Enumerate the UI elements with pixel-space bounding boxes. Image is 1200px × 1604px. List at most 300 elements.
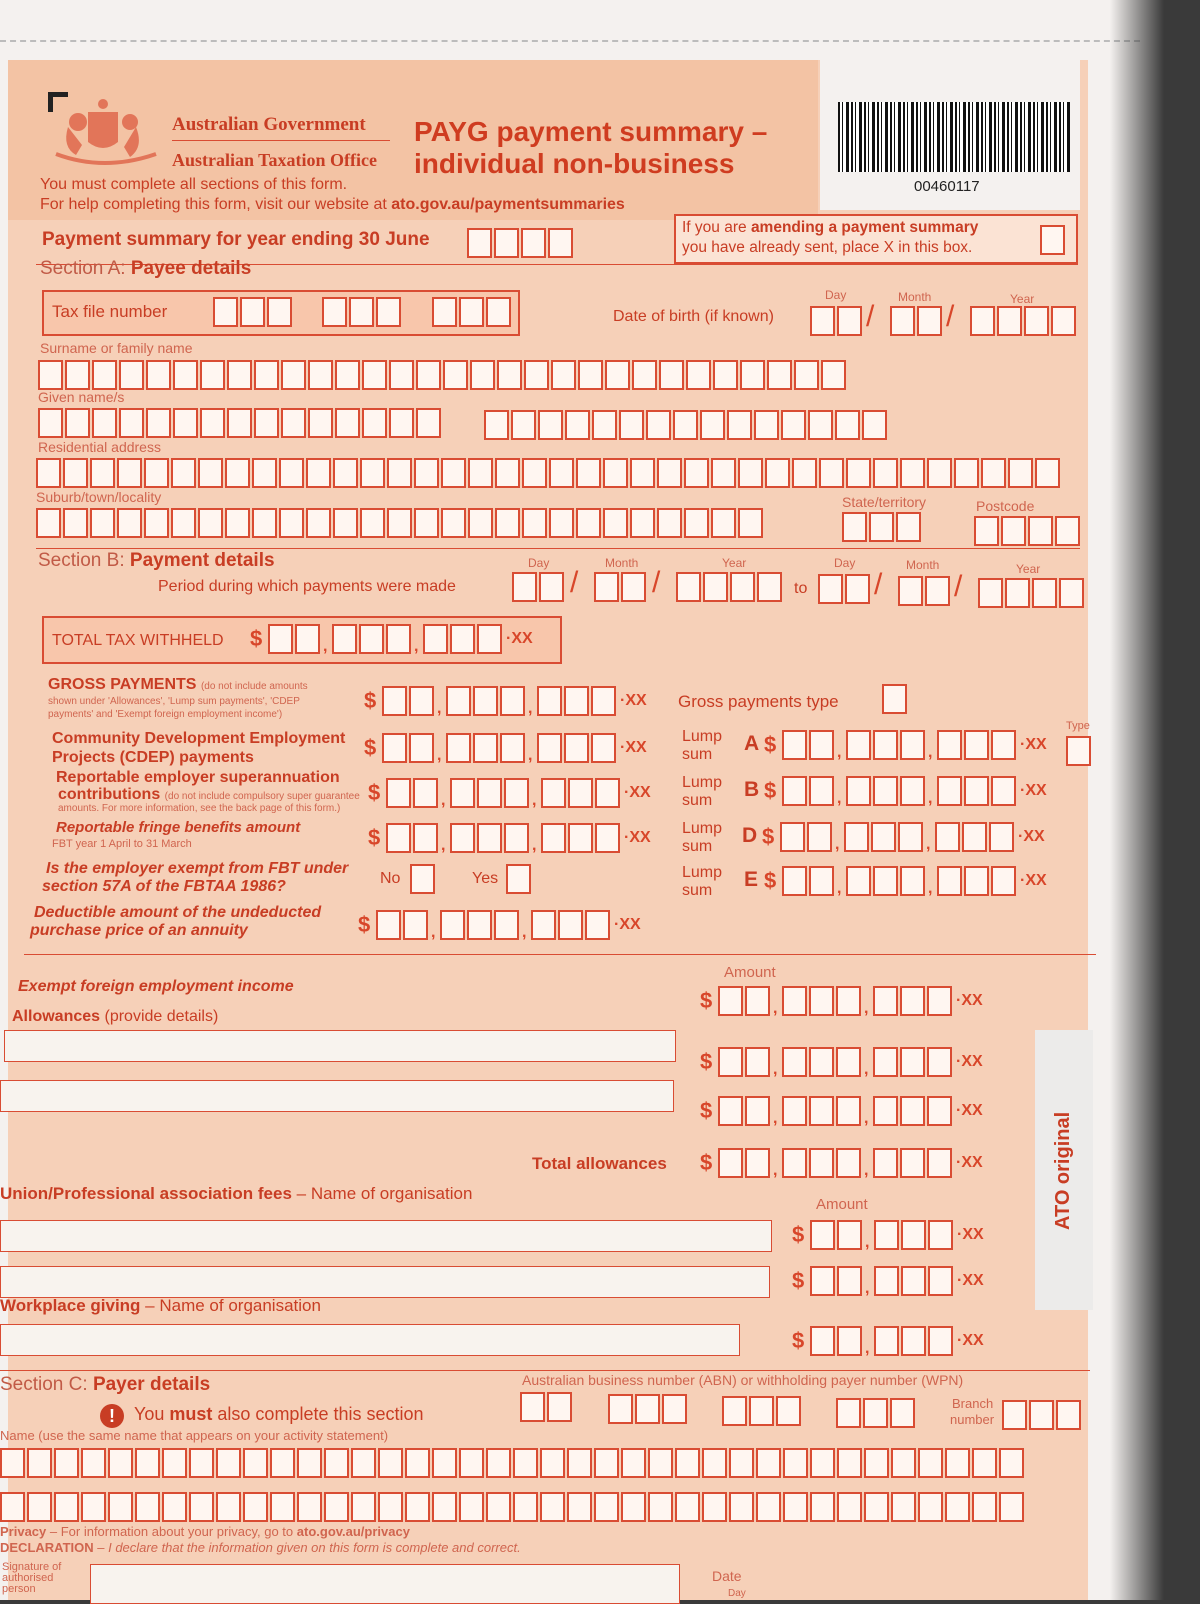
letter-cell[interactable] (0, 1448, 25, 1478)
letter-cell[interactable] (117, 458, 142, 488)
tfn-cell[interactable] (459, 297, 484, 327)
date-cell[interactable] (898, 576, 923, 606)
dob-cell[interactable] (1024, 306, 1049, 336)
date-cell[interactable] (676, 572, 701, 602)
amount-digit-cell[interactable] (964, 866, 989, 896)
amount-digit-cell[interactable] (386, 778, 411, 808)
amount-digit-cell[interactable] (964, 730, 989, 760)
postcode-cell[interactable] (1001, 516, 1026, 546)
letter-cell[interactable] (700, 410, 725, 440)
letter-cell[interactable] (324, 1492, 349, 1522)
letter-cell[interactable] (999, 1492, 1024, 1522)
amount-digit-cell[interactable] (810, 1326, 835, 1356)
letter-cell[interactable] (486, 1448, 511, 1478)
letter-cell[interactable] (27, 1448, 52, 1478)
amount-digit-cell[interactable] (403, 910, 428, 940)
amount-digit-cell[interactable] (937, 866, 962, 896)
tfn-group3[interactable] (432, 297, 511, 327)
tfn-group1[interactable] (213, 297, 292, 327)
amount-digit-cell[interactable] (873, 866, 898, 896)
amount-digit-cell[interactable] (873, 730, 898, 760)
tfn-cell[interactable] (432, 297, 457, 327)
letter-cell[interactable] (468, 458, 493, 488)
letter-cell[interactable] (524, 360, 549, 390)
amount-digit-cell[interactable] (844, 822, 869, 852)
letter-cell[interactable] (335, 360, 360, 390)
amount-digit-cell[interactable] (745, 1047, 770, 1077)
letter-cell[interactable] (754, 410, 779, 440)
date-cell[interactable] (1059, 578, 1084, 608)
letter-cell[interactable] (227, 360, 252, 390)
date-cell[interactable] (730, 572, 755, 602)
letter-cell[interactable] (711, 508, 736, 538)
amount-digit-cell[interactable] (782, 1047, 807, 1077)
amount-digit-cell[interactable] (927, 1148, 952, 1178)
amount-digit-cell[interactable] (846, 776, 871, 806)
date-cell[interactable] (621, 572, 646, 602)
abn-cell[interactable] (722, 1396, 747, 1426)
tfn-cell[interactable] (213, 297, 238, 327)
letter-cell[interactable] (686, 360, 711, 390)
letter-cell[interactable] (279, 508, 304, 538)
letter-cell[interactable] (837, 1492, 862, 1522)
letter-cell[interactable] (459, 1492, 484, 1522)
letter-cell[interactable] (891, 1448, 916, 1478)
amount-digit-cell[interactable] (268, 624, 293, 654)
letter-cell[interactable] (900, 458, 925, 488)
letter-cell[interactable] (306, 508, 331, 538)
postcode-field[interactable] (974, 516, 1080, 546)
amount-digit-cell[interactable] (382, 733, 407, 763)
allowance-detail-2[interactable] (0, 1080, 674, 1112)
letter-cell[interactable] (36, 508, 61, 538)
amount-digit-cell[interactable] (809, 986, 834, 1016)
letter-cell[interactable] (954, 458, 979, 488)
amount-digit-cell[interactable] (809, 1047, 834, 1077)
letter-cell[interactable] (297, 1492, 322, 1522)
letter-cell[interactable] (578, 360, 603, 390)
date-cell[interactable] (845, 574, 870, 604)
amount-digit-cell[interactable] (809, 776, 834, 806)
union-org-2[interactable] (0, 1266, 770, 1298)
date-cell[interactable] (512, 572, 537, 602)
letter-cell[interactable] (119, 408, 144, 438)
letter-cell[interactable] (540, 1492, 565, 1522)
amount-digit-cell[interactable] (467, 910, 492, 940)
letter-cell[interactable] (335, 408, 360, 438)
amount-digit-cell[interactable] (898, 822, 923, 852)
amount-digit-cell[interactable] (537, 686, 562, 716)
letter-cell[interactable] (972, 1448, 997, 1478)
amount-digit-cell[interactable] (745, 1148, 770, 1178)
letter-cell[interactable] (495, 508, 520, 538)
letter-cell[interactable] (416, 360, 441, 390)
letter-cell[interactable] (389, 360, 414, 390)
letter-cell[interactable] (891, 1492, 916, 1522)
letter-cell[interactable] (538, 410, 563, 440)
letter-cell[interactable] (225, 458, 250, 488)
amount-digit-cell[interactable] (901, 1266, 926, 1296)
letter-cell[interactable] (837, 1448, 862, 1478)
amount-digit-cell[interactable] (809, 730, 834, 760)
letter-cell[interactable] (63, 508, 88, 538)
letter-cell[interactable] (171, 458, 196, 488)
date-cell[interactable] (539, 572, 564, 602)
letter-cell[interactable] (765, 458, 790, 488)
allowance-detail-1[interactable] (4, 1030, 676, 1062)
letter-cell[interactable] (119, 360, 144, 390)
letter-cell[interactable] (727, 410, 752, 440)
amount-digit-cell[interactable] (900, 1047, 925, 1077)
period-start-month[interactable] (594, 572, 646, 602)
letter-cell[interactable] (279, 458, 304, 488)
amount-digit-cell[interactable] (450, 823, 475, 853)
amount-digit-cell[interactable] (413, 823, 438, 853)
letter-cell[interactable] (673, 410, 698, 440)
amount-digit-cell[interactable] (846, 866, 871, 896)
amount-digit-cell[interactable] (782, 776, 807, 806)
period-end-month[interactable] (898, 576, 950, 606)
amount-digit-cell[interactable] (409, 686, 434, 716)
letter-cell[interactable] (65, 408, 90, 438)
letter-cell[interactable] (135, 1492, 160, 1522)
letter-cell[interactable] (551, 360, 576, 390)
letter-cell[interactable] (918, 1492, 943, 1522)
letter-cell[interactable] (522, 508, 547, 538)
letter-cell[interactable] (351, 1448, 376, 1478)
letter-cell[interactable] (227, 408, 252, 438)
amount-digit-cell[interactable] (494, 910, 519, 940)
amount-digit-cell[interactable] (564, 686, 589, 716)
amount-digit-cell[interactable] (846, 730, 871, 760)
letter-cell[interactable] (846, 458, 871, 488)
abn-group1[interactable] (520, 1392, 572, 1422)
amount-digit-cell[interactable] (809, 1096, 834, 1126)
amount-digit-cell[interactable] (446, 733, 471, 763)
postcode-cell[interactable] (1055, 516, 1080, 546)
union-org-1[interactable] (0, 1220, 772, 1252)
amount-digit-cell[interactable] (718, 1096, 743, 1126)
letter-cell[interactable] (945, 1492, 970, 1522)
amount-digit-cell[interactable] (591, 733, 616, 763)
amount-digit-cell[interactable] (504, 823, 529, 853)
postcode-cell[interactable] (974, 516, 999, 546)
amount-digit-cell[interactable] (558, 910, 583, 940)
letter-cell[interactable] (146, 408, 171, 438)
dob-cell[interactable] (997, 306, 1022, 336)
amount-digit-cell[interactable] (718, 1047, 743, 1077)
amount-digit-cell[interactable] (332, 624, 357, 654)
letter-cell[interactable] (657, 458, 682, 488)
amount-digit-cell[interactable] (595, 778, 620, 808)
dob-day[interactable] (810, 306, 862, 336)
letter-cell[interactable] (108, 1492, 133, 1522)
letter-cell[interactable] (810, 1492, 835, 1522)
letter-cell[interactable] (360, 508, 385, 538)
year-cell[interactable] (467, 228, 492, 258)
letter-cell[interactable] (484, 410, 509, 440)
letter-cell[interactable] (675, 1448, 700, 1478)
amount-digit-cell[interactable] (446, 686, 471, 716)
amount-digit-cell[interactable] (500, 733, 525, 763)
letter-cell[interactable] (567, 1448, 592, 1478)
payer-name-field-1[interactable] (0, 1448, 1024, 1478)
letter-cell[interactable] (65, 360, 90, 390)
tfn-cell[interactable] (267, 297, 292, 327)
letter-cell[interactable] (592, 410, 617, 440)
payer-name-field-2[interactable] (0, 1492, 1024, 1522)
amount-digit-cell[interactable] (782, 730, 807, 760)
tfn-cell[interactable] (240, 297, 265, 327)
amount-digit-cell[interactable] (359, 624, 384, 654)
letter-cell[interactable] (200, 360, 225, 390)
letter-cell[interactable] (432, 1448, 457, 1478)
amount-digit-cell[interactable] (423, 624, 448, 654)
amount-digit-cell[interactable] (591, 686, 616, 716)
letter-cell[interactable] (511, 410, 536, 440)
amount-digit-cell[interactable] (382, 686, 407, 716)
amount-digit-cell[interactable] (900, 730, 925, 760)
year-cell[interactable] (521, 228, 546, 258)
letter-cell[interactable] (810, 1448, 835, 1478)
letter-cell[interactable] (630, 508, 655, 538)
period-end-year[interactable] (978, 578, 1084, 608)
letter-cell[interactable] (981, 458, 1006, 488)
letter-cell[interactable] (254, 408, 279, 438)
dob-month[interactable] (890, 306, 942, 336)
date-cell[interactable] (1032, 578, 1057, 608)
dob-cell[interactable] (810, 306, 835, 336)
letter-cell[interactable] (1008, 458, 1033, 488)
letter-cell[interactable] (254, 360, 279, 390)
exempt-yes-box[interactable] (506, 864, 531, 894)
branch-cell[interactable] (1002, 1400, 1027, 1430)
abn-group3[interactable] (722, 1396, 801, 1426)
date-cell[interactable] (757, 572, 782, 602)
postcode-cell[interactable] (1028, 516, 1053, 546)
period-start-year[interactable] (676, 572, 782, 602)
amount-digit-cell[interactable] (937, 776, 962, 806)
letter-cell[interactable] (308, 360, 333, 390)
amount-digit-cell[interactable] (477, 624, 502, 654)
letter-cell[interactable] (756, 1448, 781, 1478)
dob-cell[interactable] (890, 306, 915, 336)
letter-cell[interactable] (387, 508, 412, 538)
letter-cell[interactable] (252, 508, 277, 538)
amount-digit-cell[interactable] (473, 686, 498, 716)
amount-digit-cell[interactable] (386, 823, 411, 853)
letter-cell[interactable] (38, 360, 63, 390)
letter-cell[interactable] (783, 1492, 808, 1522)
amount-digit-cell[interactable] (541, 778, 566, 808)
letter-cell[interactable] (216, 1492, 241, 1522)
letter-cell[interactable] (767, 360, 792, 390)
dob-year[interactable] (970, 306, 1076, 336)
letter-cell[interactable] (362, 360, 387, 390)
letter-cell[interactable] (441, 508, 466, 538)
amount-digit-cell[interactable] (585, 910, 610, 940)
dob-cell[interactable] (1051, 306, 1076, 336)
letter-cell[interactable] (27, 1492, 52, 1522)
lump-type-box[interactable] (1066, 736, 1091, 766)
tfn-group2[interactable] (322, 297, 401, 327)
amount-digit-cell[interactable] (928, 1220, 953, 1250)
tfn-cell[interactable] (322, 297, 347, 327)
state-cell[interactable] (896, 512, 921, 542)
letter-cell[interactable] (594, 1492, 619, 1522)
amount-digit-cell[interactable] (962, 822, 987, 852)
letter-cell[interactable] (738, 508, 763, 538)
amount-digit-cell[interactable] (900, 986, 925, 1016)
letter-cell[interactable] (565, 410, 590, 440)
letter-cell[interactable] (108, 1448, 133, 1478)
amount-digit-cell[interactable] (564, 733, 589, 763)
date-cell[interactable] (594, 572, 619, 602)
letter-cell[interactable] (216, 1448, 241, 1478)
letter-cell[interactable] (603, 458, 628, 488)
letter-cell[interactable] (351, 1492, 376, 1522)
tfn-cell[interactable] (486, 297, 511, 327)
amount-digit-cell[interactable] (901, 1326, 926, 1356)
letter-cell[interactable] (308, 408, 333, 438)
year-cell[interactable] (494, 228, 519, 258)
amount-digit-cell[interactable] (874, 1326, 899, 1356)
amount-digit-cell[interactable] (873, 1148, 898, 1178)
letter-cell[interactable] (835, 410, 860, 440)
amount-digit-cell[interactable] (745, 1096, 770, 1126)
letter-cell[interactable] (92, 408, 117, 438)
letter-cell[interactable] (324, 1448, 349, 1478)
amount-digit-cell[interactable] (568, 778, 593, 808)
letter-cell[interactable] (549, 458, 574, 488)
letter-cell[interactable] (630, 458, 655, 488)
amount-digit-cell[interactable] (837, 1220, 862, 1250)
gross-type-box[interactable] (882, 684, 907, 714)
amount-digit-cell[interactable] (991, 776, 1016, 806)
letter-cell[interactable] (632, 360, 657, 390)
amount-digit-cell[interactable] (409, 733, 434, 763)
letter-cell[interactable] (459, 1448, 484, 1478)
letter-cell[interactable] (198, 458, 223, 488)
amount-digit-cell[interactable] (541, 823, 566, 853)
letter-cell[interactable] (621, 1448, 646, 1478)
letter-cell[interactable] (648, 1448, 673, 1478)
letter-cell[interactable] (270, 1492, 295, 1522)
letter-cell[interactable] (135, 1448, 160, 1478)
letter-cell[interactable] (659, 360, 684, 390)
letter-cell[interactable] (297, 1448, 322, 1478)
letter-cell[interactable] (621, 1492, 646, 1522)
amount-digit-cell[interactable] (836, 1148, 861, 1178)
letter-cell[interactable] (702, 1448, 727, 1478)
amount-digit-cell[interactable] (873, 1047, 898, 1077)
amount-digit-cell[interactable] (874, 1220, 899, 1250)
letter-cell[interactable] (333, 508, 358, 538)
letter-cell[interactable] (198, 508, 223, 538)
letter-cell[interactable] (173, 360, 198, 390)
letter-cell[interactable] (702, 1492, 727, 1522)
letter-cell[interactable] (605, 360, 630, 390)
letter-cell[interactable] (92, 360, 117, 390)
amount-digit-cell[interactable] (871, 822, 896, 852)
letter-cell[interactable] (200, 408, 225, 438)
amount-digit-cell[interactable] (927, 1096, 952, 1126)
given-name-field-1[interactable] (38, 408, 441, 438)
letter-cell[interactable] (306, 458, 331, 488)
letter-cell[interactable] (378, 1492, 403, 1522)
amount-digit-cell[interactable] (937, 730, 962, 760)
letter-cell[interactable] (540, 1448, 565, 1478)
letter-cell[interactable] (378, 1448, 403, 1478)
letter-cell[interactable] (646, 410, 671, 440)
letter-cell[interactable] (738, 458, 763, 488)
letter-cell[interactable] (864, 1492, 889, 1522)
letter-cell[interactable] (405, 1492, 430, 1522)
amount-digit-cell[interactable] (900, 866, 925, 896)
letter-cell[interactable] (38, 408, 63, 438)
letter-cell[interactable] (808, 410, 833, 440)
letter-cell[interactable] (486, 1492, 511, 1522)
letter-cell[interactable] (576, 508, 601, 538)
amount-digit-cell[interactable] (836, 1096, 861, 1126)
letter-cell[interactable] (36, 458, 61, 488)
letter-cell[interactable] (362, 408, 387, 438)
amount-digit-cell[interactable] (836, 986, 861, 1016)
abn-cell[interactable] (635, 1394, 660, 1424)
letter-cell[interactable] (648, 1492, 673, 1522)
amount-digit-cell[interactable] (568, 823, 593, 853)
letter-cell[interactable] (711, 458, 736, 488)
letter-cell[interactable] (1035, 458, 1060, 488)
letter-cell[interactable] (522, 458, 547, 488)
amount-digit-cell[interactable] (927, 986, 952, 1016)
amount-digit-cell[interactable] (873, 776, 898, 806)
date-cell[interactable] (1005, 578, 1030, 608)
abn-cell[interactable] (547, 1392, 572, 1422)
amount-digit-cell[interactable] (810, 1266, 835, 1296)
letter-cell[interactable] (146, 360, 171, 390)
amount-digit-cell[interactable] (989, 822, 1014, 852)
amount-digit-cell[interactable] (782, 866, 807, 896)
letter-cell[interactable] (576, 458, 601, 488)
amount-digit-cell[interactable] (991, 866, 1016, 896)
letter-cell[interactable] (675, 1492, 700, 1522)
amount-digit-cell[interactable] (873, 1096, 898, 1126)
amount-digit-cell[interactable] (440, 910, 465, 940)
amount-digit-cell[interactable] (473, 733, 498, 763)
letter-cell[interactable] (684, 458, 709, 488)
letter-cell[interactable] (657, 508, 682, 538)
amount-digit-cell[interactable] (782, 986, 807, 1016)
date-cell[interactable] (925, 576, 950, 606)
dob-cell[interactable] (970, 306, 995, 336)
amount-digit-cell[interactable] (935, 822, 960, 852)
amend-checkbox[interactable] (1040, 225, 1065, 255)
abn-cell[interactable] (890, 1398, 915, 1428)
letter-cell[interactable] (270, 1448, 295, 1478)
letter-cell[interactable] (281, 360, 306, 390)
letter-cell[interactable] (513, 1492, 538, 1522)
letter-cell[interactable] (821, 360, 846, 390)
letter-cell[interactable] (144, 458, 169, 488)
state-field[interactable] (842, 512, 921, 542)
amount-digit-cell[interactable] (900, 1148, 925, 1178)
abn-cell[interactable] (863, 1398, 888, 1428)
letter-cell[interactable] (333, 458, 358, 488)
letter-cell[interactable] (189, 1492, 214, 1522)
address-field[interactable] (36, 458, 1060, 488)
amount-digit-cell[interactable] (873, 986, 898, 1016)
